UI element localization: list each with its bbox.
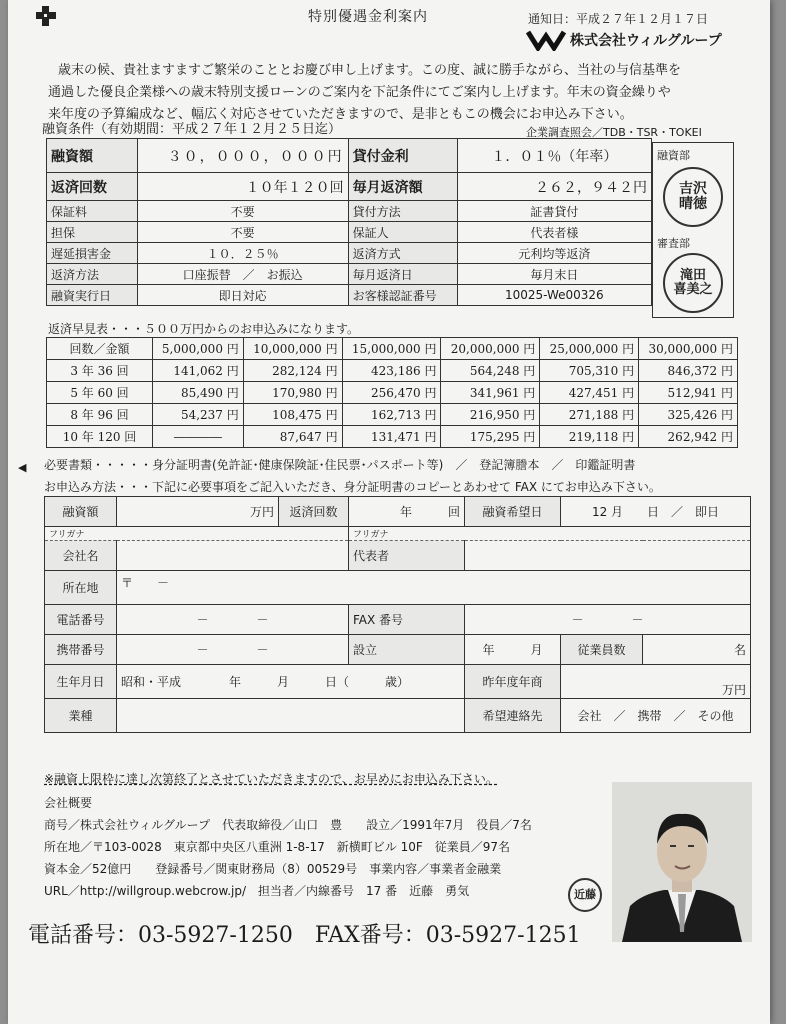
rate-value: １．０１％（年率） [457, 139, 651, 173]
form-fax-label: FAX 番号 [349, 605, 465, 635]
overview-line: 資本金／52億円 登録番号／関東財務局（8）00529号 事業内容／事業者金融業 [44, 862, 502, 876]
form-mobile-field[interactable]: － － [117, 635, 349, 665]
condition-label: 返済方法 [47, 264, 138, 285]
deadline-note: ※融資上限枠に達し次第終了とさせていただきますので、お早めにお申込み下さい。 [44, 772, 498, 786]
repayment-table [46, 337, 738, 448]
loan-flyer [8, 0, 770, 1024]
form-count-label: 返済回数 [279, 497, 349, 527]
approval-box [652, 142, 734, 318]
greeting: 歳末の候、貴社ますますご繁栄のこととお慶び申し上げます。この度、誠に勝手ながら、当社の与信基準を 通過した優良企業様への歳末特別支援ローンのご案内を下記条件にてご案内し上げます。年末の資金繰りや 来年度の予算編成など、幅広く対応させていただきますので、是非ともこの機会にお申込み下さい。 [48, 63, 681, 122]
table-row: 5 年 60 回 85,490 円 170,980 円 256,470 円 341,961 円 427,451 円 512,941 円 [47, 382, 738, 404]
overview-line: 所在地／〒103-0028 東京都中央区八重洲 1-8-17 新横町ビル 10F 従業員／97名 [44, 840, 511, 854]
overview-line: URL／http://willgroup.webcrow.jp/ 担当者／内線番号 17 番 近藤 勇気 [44, 884, 470, 898]
form-mobile-label: 携帯番号 [45, 635, 117, 665]
form-date-field[interactable]: 12 月 日 ／ 即日 [561, 497, 751, 527]
overview-title: 会社概要 [44, 796, 93, 810]
monthly-label: 毎月返済額 [348, 173, 457, 201]
reference-agencies: 企業調査照会／TDB・TSR・TOKEI [526, 126, 702, 139]
contact-phone-fax: 電話番号：03-5927-1250 FAX番号：03-5927-1251 [28, 923, 581, 948]
condition-value: 証書貸付 [457, 201, 651, 222]
table-row: 3 年 36 回 141,062 円 282,124 円 423,186 円 564,248 円 705,310 円 846,372 円 [47, 360, 738, 382]
condition-label: 保証人 [348, 222, 457, 243]
condition-label: 融資実行日 [47, 285, 138, 306]
condition-value: 10025-We00326 [457, 285, 651, 306]
condition-label: 毎月返済日 [348, 264, 457, 285]
repayment-heading: 返済早見表・・・５００万円からのお申込みになります。 [48, 322, 360, 336]
application-form [44, 496, 750, 766]
form-contact-label: 希望連絡先 [465, 699, 561, 733]
approval-seal: 吉沢 晴徳 [663, 167, 723, 227]
form-income-label: 昨年度年商 [465, 665, 561, 699]
form-birth-label: 生年月日 [45, 665, 117, 699]
form-count-field[interactable]: 年 回 [349, 497, 465, 527]
conditions-table [46, 138, 652, 306]
count-value: １０年１２０回 [137, 173, 348, 201]
repayment-header-row: 回数／金額 5,000,000 円 10,000,000 円 15,000,000 円 20,000,000 円 25,000,000 円 30,000,000 円 [47, 338, 738, 360]
form-birth-field[interactable]: 昭和・平成 年 月 日（ 歳） [117, 665, 465, 699]
form-company-label: 会社名 [45, 541, 117, 571]
review-seal: 滝田 喜美之 [663, 253, 723, 313]
form-rep-label: 代表者 [349, 541, 465, 571]
form-phone-field[interactable]: － － [117, 605, 349, 635]
condition-label: 担保 [47, 222, 138, 243]
form-est-label: 設立 [349, 635, 465, 665]
overview-lines [44, 814, 532, 902]
form-industry-field[interactable] [117, 699, 465, 733]
conditions-heading: 融資条件（有効期間：平成２７年１２月２５日迄） [42, 122, 342, 137]
logo-w-icon [526, 29, 568, 51]
company-furigana[interactable]: フリガナ [45, 527, 349, 541]
condition-label: 貸付方法 [348, 201, 457, 222]
condition-label: 返済方式 [348, 243, 457, 264]
condition-value: 不要 [137, 201, 348, 222]
condition-value: 毎月末日 [457, 264, 651, 285]
dept-finance: 融資部 [657, 149, 690, 162]
staff-stamp: 近藤 [568, 878, 602, 912]
form-fax-field[interactable]: － － [465, 605, 751, 635]
condition-value: 即日対応 [137, 285, 348, 306]
form-emp-field[interactable]: 名 [643, 635, 751, 665]
notice-date: 通知日：平成２７年１２月１７日 [528, 12, 709, 26]
condition-value: 口座振替 ／ お振込 [137, 264, 348, 285]
required-docs: 必要書類・・・・・身分証明書(免許証･健康保険証･住民票･パスポート等) ／ 登記簿謄本 ／ 印鑑証明書 [44, 458, 636, 472]
form-rep-field[interactable] [465, 541, 751, 571]
form-amount-label: 融資額 [45, 497, 117, 527]
representative-photo [612, 782, 752, 942]
form-company-field[interactable] [117, 541, 349, 571]
form-address-label: 所在地 [45, 571, 117, 605]
rate-label: 貸付金利 [348, 139, 457, 173]
doc-title: 特別優遇金利案内 [308, 9, 428, 25]
count-label: 返済回数 [47, 173, 138, 201]
condition-label: お客様認証番号 [348, 285, 457, 306]
loan-amount-label: 融資額 [47, 139, 138, 173]
condition-value: 元利均等返済 [457, 243, 651, 264]
overview-line: 商号／株式会社ウィルグループ 代表取締役／山口 豊 設立／1991年7月 役員／7名 [44, 818, 532, 832]
condition-label: 遅延損害金 [47, 243, 138, 264]
form-income-field[interactable]: 万円 [561, 665, 751, 699]
form-contact-field[interactable]: 会社 ／ 携帯 ／ その他 [561, 699, 751, 733]
condition-value: 不要 [137, 222, 348, 243]
person-photo-icon [612, 782, 752, 942]
dept-review: 審査部 [657, 237, 690, 250]
side-arrow-icon: ◀ [18, 461, 27, 474]
condition-value: 代表者様 [457, 222, 651, 243]
monthly-value: ２６２，９４２円 [457, 173, 651, 201]
form-address-field[interactable]: 〒 － [117, 571, 751, 605]
company-logo: 株式会社ウィルグループ [526, 28, 722, 52]
apply-method: お申込み方法・・・下記に必要事項をご記入いただき、身分証明書のコピーとあわせて FAX にてお申込み下さい。 [44, 480, 661, 494]
condition-label: 保証料 [47, 201, 138, 222]
form-est-field[interactable]: 年 月 [465, 635, 561, 665]
rep-furigana[interactable]: フリガナ [349, 527, 751, 541]
table-row: 8 年 96 回 54,237 円 108,475 円 162,713 円 216,950 円 271,188 円 325,426 円 [47, 404, 738, 426]
form-emp-label: 従業員数 [561, 635, 643, 665]
form-phone-label: 電話番号 [45, 605, 117, 635]
form-date-label: 融資希望日 [465, 497, 561, 527]
form-amount-field[interactable]: 万円 [117, 497, 279, 527]
condition-value: １０．２５％ [137, 243, 348, 264]
table-row: 10 年 120 回 ―――― 87,647 円 131,471 円 175,295 円 219,118 円 262,942 円 [47, 426, 738, 448]
corner-mark [36, 6, 56, 26]
form-industry-label: 業種 [45, 699, 117, 733]
loan-amount: ３０，０００，０００円 [137, 139, 348, 173]
